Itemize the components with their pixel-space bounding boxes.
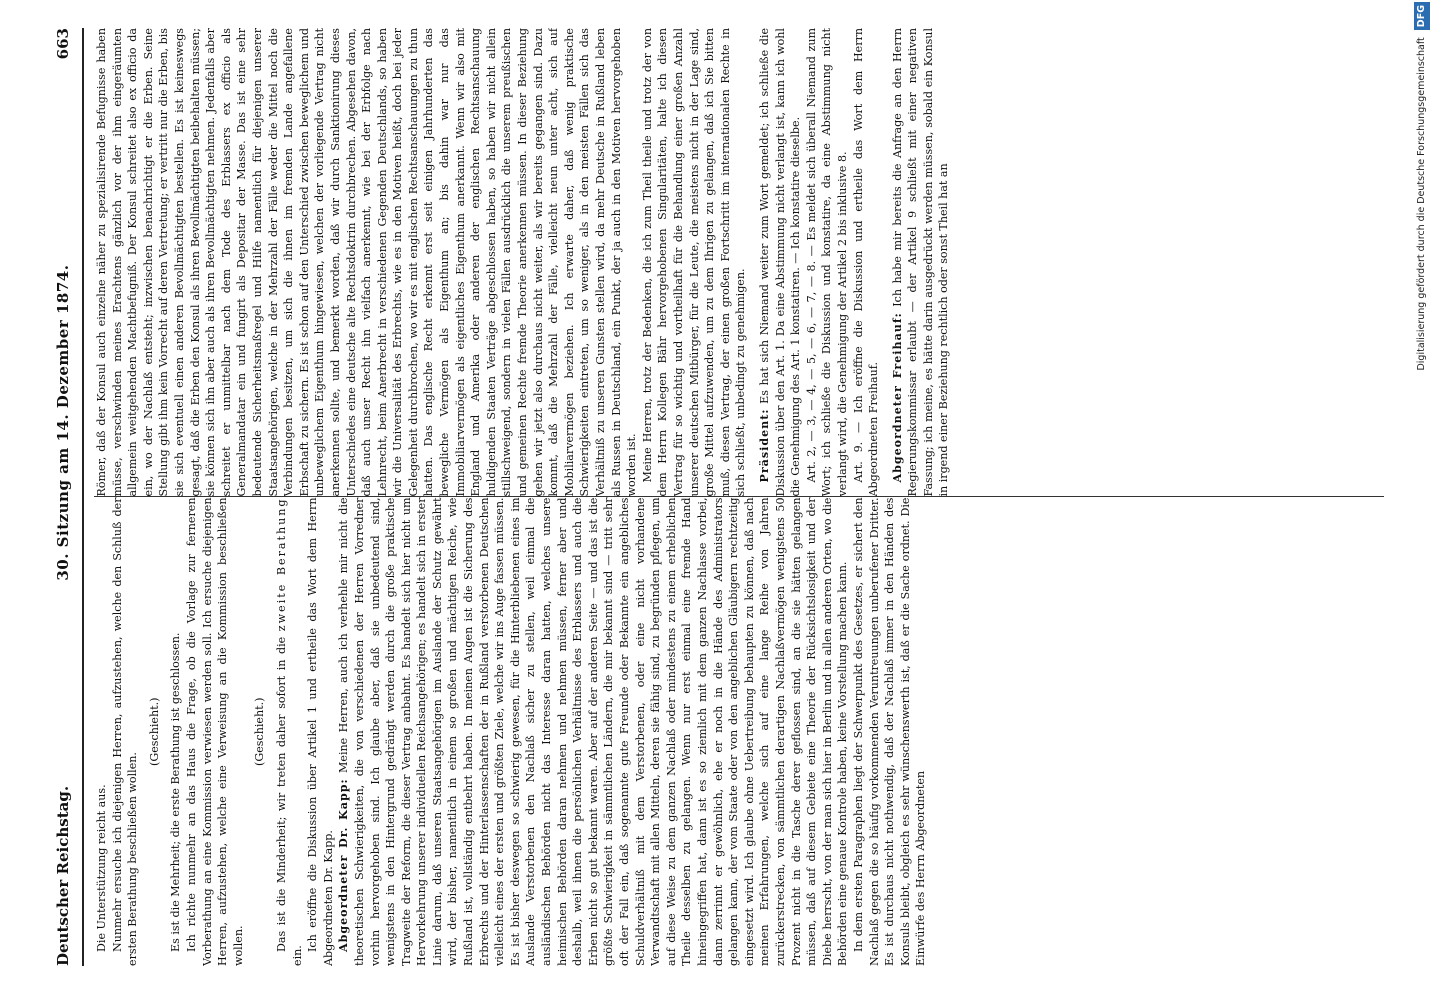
paragraph: Art. 9. — Ich eröffne die Diskussion und ertheile das Wort dem Herrn Abgeordneten Freihauf.	[851, 28, 881, 497]
speech	[757, 28, 804, 497]
rotated-sheet	[40, 0, 1400, 1000]
paragraph-text: ein.	[290, 945, 304, 966]
speech-text: Ich habe mir bereits die Anfrage an den Herrn Regierungskommissar erlaubt — der Artikel 9 schließt mit einer negativen Fassung; ich meine, es hätte darin ausgedrückt werden müssen, sobald ein Konsul in irgend einer Beziehung rechtlich oder sonst Theil hat an	[890, 28, 951, 497]
paragraph: Ich richte nunmehr an das Haus die Frage, ob die Vorlage zur ferneren Vorberathung an eine Kommission verwiesen werden soll. Ich ersuche diejenigen Herren, aufzustehen, welche eine Verweisung an die Kommission beschließen wollen.	[184, 497, 245, 966]
speech	[336, 498, 851, 967]
column-rule	[94, 497, 1384, 498]
dfg-logo: DFG	[1414, 2, 1430, 30]
paragraph	[274, 498, 305, 967]
paragraph: Ich eröffne die Diskussion über Artikel 1 und ertheile das Wort dem Herrn Abgeordneten Dr. Kapp.	[306, 497, 335, 966]
digitization-stamp	[1414, 2, 1430, 992]
session-title: 30. Sitzung am 14. Dezember 1874.	[54, 264, 72, 581]
stamp-text: Digitalisierung gefördert durch die Deutsche Forschungsgemeinschaft	[1416, 37, 1427, 371]
left-column	[94, 498, 1384, 967]
paragraph: Art. 2, — 3, — 4, — 5, — 6, — 7, — 8. — Es meldet sich überall Niemand zum Wort; ich schließe die Diskussion und konstatire, da eine Abstimmung nicht verlangt wird, die Genehmigung der Artikel 2 bis inklusive 8.	[804, 28, 849, 497]
spaced-term: zweite Berathung	[274, 497, 288, 632]
paragraph: In dem ersten Paragraphen liegt der Schwerpunkt des Gesetzes, er sichert den Nachlaß gegen die so häufig vorkommenden Veruntreuungen unberufener Dritter. Es ist durchaus nicht nothwendig, daß der Nachlaß immer in den Händen des Konsuls bleibt, obgleich es sehr wünschenswerth ist, daß er die Sache ordnet. Die Einwürfe des Herrn Abgeordneten	[851, 497, 928, 966]
speaker-label: Präsident:	[757, 408, 771, 483]
paragraph-text: Das ist die Minderheit; wir treten daher sofort in die	[274, 636, 288, 952]
speech	[890, 28, 952, 497]
stage-direction: (Geschieht.)	[253, 697, 267, 766]
speech-text: Meine Herren, auch ich verhehle mir nicht die theoretischen Schwierigkeiten, die von verschiedenen der Herren Vorredner vorhin hervorgehoben sind. Ich glaube aber, daß sie unbedeutend sind, wenigstens in den Hintergrund gedrängt werden durch die große praktische Tragweite der Reform, die dieser Vertrag anbahnt. Es handelt sich hier nicht um Hervorkehrung unserer individuellen Reichsangehörigen; es handelt sich in erster Linie darum, daß unseren Staatsangehörigen im Auslande der Schutz gewährt wird, der bisher, namentlich in einem so großen und mächtigen Reiche, wie Rußland ist, vollständig entbehrt haben. In meinen Augen ist die Sicherung des Erbrechts und der Hinterlassenschaften der in Rußland verstorbenen Deutschen vielleicht eines der ersten und größten Ziele, welche wir ins Auge fassen müssen. Es ist bisher deswegen so schwierig gewesen, für die Hinterbliebenen eines im Auslande Verstorbenen den Nachlaß sicher zu stellen, weil einmal die ausländischen Behörden nicht das Interesse daran hatten, welches unsere heimischen Behörden daran nehmen und nehmen müssen, ferner aber und deshalb, weil ihnen die persönlichen Verhältnisse des Erblassers und auch die Erben nicht so gut bekannt waren. Aber auf der anderen Seite — und das ist die größte Schwierigkeit in sämmtlichen Ländern, die mir bekannt sind — tritt sehr oft der Fall ein, daß sogenannte gute Freunde oder Bekannte ein angebliches Schuldverhältniß mit dem Verstorbenen, oder eine nicht vorhandene Verwandtschaft mit allen Mitteln, deren sie fähig sind, zu begründen pflegen, um auf diese Weise zu dem ganzen Nachlaß oder mindestens zu einem erheblichen Theile desselben zu gelangen. Wenn nur erst einmal eine fremde Hand hineingegriffen hat, dann ist es so ziemlich mit dem ganzen Nachlasse vorbei, dann zerrinnt er gewöhnlich, ehe er noch in die Hände des Administrators gelangen kann, der vom Staate oder von den angeblichen Gläubigern rechtzeitig eingesetzt wird. Ich glaube ohne Uebertreibung behaupten zu können, daß nach meinen Erfahrungen, welche sich auf eine lange Reihe von Jahren zurückerstrecken, von sämmtlichen derartigen Nachlaßvermögen wenigstens 50 Prozent nicht in die Tasche derer geflossen sind, an die sie hätten gelangen müssen, daß auf diesem Gebiete eine Theorie der Rücksichtslosigkeit und der Diebe herrscht, von der man sich hier in Berlin und in allen anderen Orten, wo die Behörden eine genaue Kontrole haben, keine Vorstellung machen kann.	[337, 497, 850, 966]
paragraph: Römer, daß der Konsul auch einzelne näher zu spezialisirende Befugnisse haben müsse, verschwinden meines Erachtens gänzlich vor der ihm eingeräumten allgemein weitgehenden Machtbefugniß. Der Konsul schreitet also ex officio da ein, wo der Nachlaß entsteht; inzwischen benachrichtigt er die Erben. Seine Stellung gibt ihm kein Vorrecht auf deren Vertretung; er vertritt nur die Erben, bis sie sich eventuell einen anderen Bevollmächtigten bestellen. Es ist keineswegs gesagt, daß die Erben den Konsul als ihren Bevollmächtigten beibehalten müssen; sie können sich ihn aber auch als ihren Bevollmächtigten nehmen. Jedenfalls aber schreitet er unmittelbar nach dem Tode des Erblassers ex officio als Generalmandatar ein und fungirt als Depositar der Masse. Das ist eine sehr bedeutende Sicherheitsmaßregel und Hilfe namentlich für diejenigen unserer Staatsangehörigen, welche in der Mehrzahl der Fälle weder die Mittel noch die Verbindungen besitzen, um sich die ihnen im fremden Lande angefallene Erbschaft zu sichern. Es ist schon auf den Unterschied zwischen beweglichem und unbeweglichem Eigenthum hingewiesen, welchen der vorliegende Vertrag nicht anerkennen sollte, und bemerkt worden, daß wir durch Sanktionirung dieses Unterschiedes eine deutsche alte Rechtsdoktrin durchbrechen. Abgesehen davon, daß auch unser Recht ihn vielfach anerkennt, wie bei der Erbfolge nach Lehnrecht, beim Anerbrecht in verschiedenen Gegenden Deutschlands, so haben wir die Universalität des Erbrechts, wie es in den Motiven heißt, doch bei jeder Gelegenheit durchbrochen, wo wir es mit englischen Rechtsanschauungen zu thun hatten. Das englische Recht erkennt erst seit einigen Jahrhunderten das bewegliche Vermögen als Eigenthum an; bis dahin war nur das Immobiliarvermögen als eigentliches Eigenthum anerkannt. Wenn wir also mit England und Amerika oder anderen der englischen Rechtsanschauung huldigenden Staaten Verträge abgeschlossen haben, so haben wir nicht allein stillschweigend, sondern in vielen Fällen ausdrücklich die unserem preußischen und gemeinen Rechte fremde Theorie anerkennen müssen. In dieser Beziehung gehen wir jetzt also durchaus nicht weiter, als wir bereits gegangen sind. Dazu kommt, daß die Mehrzahl der Fälle, vielleicht neun unter acht, sich auf Mobiliarvermögen beziehen. Ich erwarte daher, daß wenig praktische Schwierigkeiten eintreten, um so weniger, als in den meisten Fällen sich das Verhältniß zu unseren Gunsten stellen wird, da mehr Deutsche in Rußland leben als Russen in Deutschland, ein Punkt, der ja auch in den Motiven hervorgehoben worden ist.	[95, 28, 639, 497]
running-head	[54, 28, 84, 966]
text-columns	[94, 28, 1384, 966]
paragraph: Meine Herren, trotz der Bedenken, die ich zum Theil theile und trotz der von dem Herrn Kollegen Bähr hervorgehobenen Singularitäten, halte ich diesen Vertrag für so wichtig und vortheilhaft für die Behandlung einer großen Anzahl unserer deutschen Mitbürger, für die Leute, die meistens nicht in der Lage sind, große Mittel aufzuwenden, um zu dem Ihrigen zu gelangen, daß ich Sie bitten muß, diesen Vertrag, der einen großen Fortschritt im internationalen Rechte in sich schließt, unbedingt zu genehmigen.	[640, 28, 748, 497]
paragraph: Die Unterstützung reicht aus.	[95, 784, 108, 952]
stage-direction: (Geschieht.)	[147, 697, 161, 766]
page-number: 663	[54, 28, 72, 60]
paragraph: Nunmehr ersuche ich diejenigen Herren, aufzustehen, welche den Schluß der ersten Berathung beschließen wollen.	[110, 497, 140, 966]
speaker-label: Abgeordneter Dr. Kapp:	[337, 778, 351, 952]
speech-text: Es hat sich Niemand weiter zum Wort gemeldet; ich schließe die Diskussion über den Art. 1. Da eine Abstimmung nicht verlangt ist, kann ich wohl die Genehmigung des Art. 1 konstatiren. — Ich konstatire dieselbe.	[757, 28, 803, 497]
paragraph: Es ist die Mehrheit; die erste Berathung ist geschlossen.	[169, 632, 183, 952]
right-column	[94, 28, 1384, 497]
speaker-label: Abgeordneter Freihauf:	[890, 312, 904, 483]
journal-name: Deutscher Reichstag.	[54, 785, 72, 966]
